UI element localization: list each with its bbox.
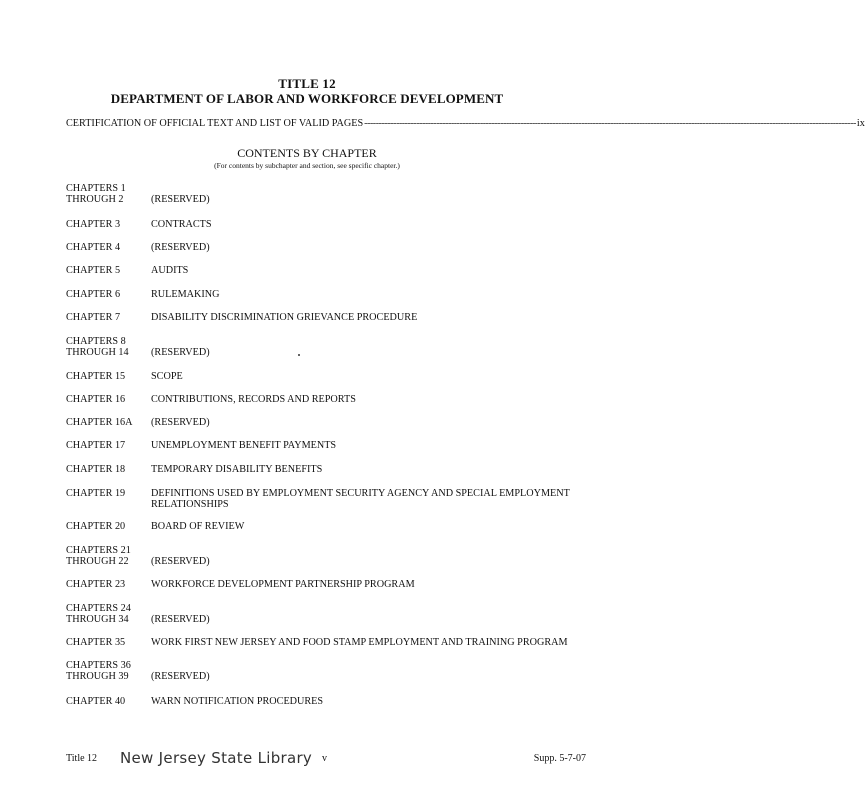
page-footer xyxy=(66,749,586,773)
speck-mark xyxy=(298,354,300,356)
chapter-description: WORK FIRST NEW JERSEY AND FOOD STAMP EMPLOYMENT AND TRAINING PROGRAM xyxy=(151,637,568,648)
chapter-label: CHAPTER 16A xyxy=(66,417,133,428)
chapter-description: (RESERVED) xyxy=(151,417,210,428)
certification-text: CERTIFICATION OF OFFICIAL TEXT AND LIST OF VALID PAGES xyxy=(66,118,364,129)
chapter-label: CHAPTERS 36 xyxy=(66,660,131,671)
chapter-description: (RESERVED) xyxy=(151,347,210,358)
title-line-1: TITLE 12 xyxy=(278,76,336,91)
chapter-description: (RESERVED) xyxy=(151,556,210,567)
chapter-label: CHAPTER 5 xyxy=(66,265,121,276)
contents-note: (For contents by subchapter and section, see specific chapter.) xyxy=(214,161,400,170)
chapter-label: CHAPTERS 21 xyxy=(66,545,131,556)
library-stamp: New Jersey State Library xyxy=(120,749,313,767)
chapter-description: (RESERVED) xyxy=(151,614,210,625)
chapter-description: BOARD OF REVIEW xyxy=(151,521,245,532)
chapter-label: CHAPTERS 1 xyxy=(66,183,126,194)
chapter-label: CHAPTER 17 xyxy=(66,440,126,451)
chapter-description: (RESERVED) xyxy=(151,671,210,682)
footer-title: Title 12 xyxy=(66,753,98,764)
chapter-label: CHAPTER 4 xyxy=(66,242,121,253)
title-line-2: DEPARTMENT OF LABOR AND WORKFORCE DEVELOPMENT xyxy=(110,91,504,106)
chapter-label: CHAPTER 15 xyxy=(66,371,126,382)
chapter-label: CHAPTERS 8 xyxy=(66,336,126,347)
chapter-description: (RESERVED) xyxy=(151,242,210,253)
chapter-label: CHAPTER 20 xyxy=(66,521,126,532)
chapter-label: CHAPTER 23 xyxy=(66,579,126,590)
chapter-label: CHAPTER 6 xyxy=(66,289,121,300)
chapter-description: UNEMPLOYMENT BENEFIT PAYMENTS xyxy=(151,440,337,451)
chapter-label-cont: THROUGH 22 xyxy=(66,556,129,567)
chapter-description: CONTRIBUTIONS, RECORDS AND REPORTS xyxy=(151,394,356,405)
chapter-description: CONTRACTS xyxy=(151,219,212,230)
chapter-label-cont: THROUGH 39 xyxy=(66,671,129,682)
page-number: v xyxy=(322,753,327,764)
chapter-description: AUDITS xyxy=(151,265,189,276)
chapter-description: (RESERVED) xyxy=(151,194,210,205)
supplement-date: Supp. 5-7-07 xyxy=(533,753,586,764)
chapter-label: CHAPTERS 24 xyxy=(66,603,131,614)
certification-line xyxy=(66,118,865,129)
chapter-description: TEMPORARY DISABILITY BENEFITS xyxy=(151,464,323,475)
chapter-label: CHAPTER 16 xyxy=(66,394,126,405)
chapter-label: CHAPTER 35 xyxy=(66,637,126,648)
contents-heading: CONTENTS BY CHAPTER xyxy=(237,146,377,160)
chapter-label: CHAPTER 18 xyxy=(66,464,126,475)
chapter-label: CHAPTER 19 xyxy=(66,488,126,499)
chapter-description: DISABILITY DISCRIMINATION GRIEVANCE PROCEDURE xyxy=(151,312,418,323)
chapter-label-cont: THROUGH 14 xyxy=(66,347,129,358)
chapter-label: CHAPTER 3 xyxy=(66,219,121,230)
chapter-description: DEFINITIONS USED BY EMPLOYMENT SECURITY AGENCY AND SPECIAL EMPLOYMENT RELATIONSHIPS xyxy=(151,488,570,510)
chapter-description: WARN NOTIFICATION PROCEDURES xyxy=(151,696,324,707)
chapter-label: CHAPTER 40 xyxy=(66,696,126,707)
dot-leader: -------------------------------------------------------------------------------------------------------------------------------------------------------------------------- xyxy=(364,118,856,129)
certification-page: ix xyxy=(856,118,865,129)
chapter-label-cont: THROUGH 34 xyxy=(66,614,129,625)
chapter-description: RULEMAKING xyxy=(151,289,220,300)
chapter-label: CHAPTER 7 xyxy=(66,312,121,323)
chapter-description: WORKFORCE DEVELOPMENT PARTNERSHIP PROGRAM xyxy=(151,579,415,590)
chapter-description: SCOPE xyxy=(151,371,183,382)
chapter-label-cont: THROUGH 2 xyxy=(66,194,124,205)
